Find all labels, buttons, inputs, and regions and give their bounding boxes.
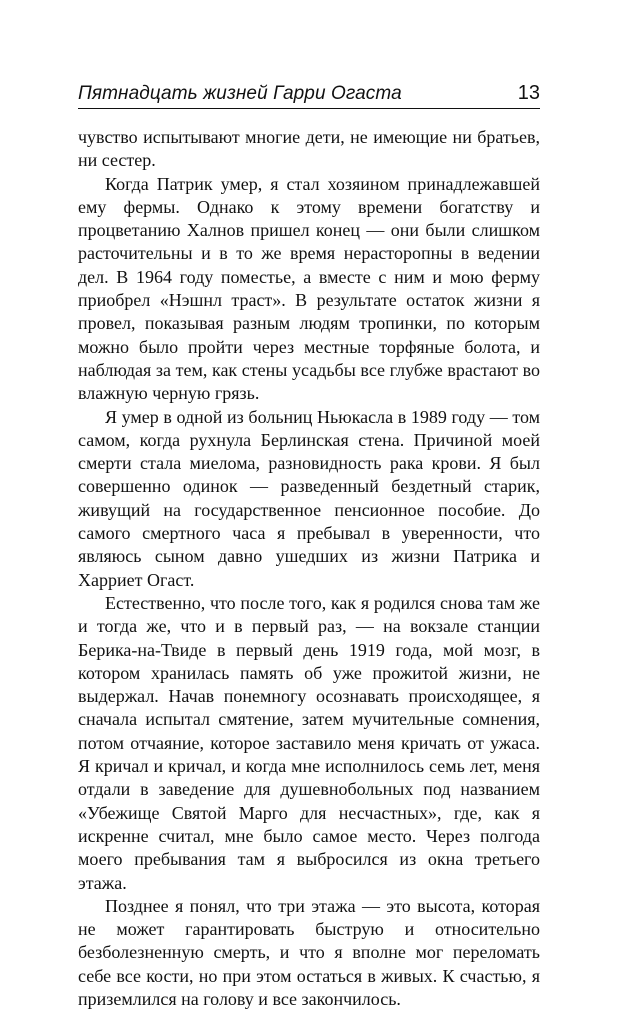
paragraph-4: Естественно, что после того, как я родился снова там же и тогда же, что и в первый раз, — на вокзале станции Берика-на-Твиде в первый день 1919 года, мой мозг, в котором хранилась память об уже прожитой жизни, не выдержал. Начав понемногу осознавать происходящее, я сначала испытал смятение, затем мучительные сомнения, потом отчаяние, которое заставило меня кричать от ужаса. Я кричал и кричал, и когда мне исполнилось семь лет, меня отдали в заведение для душевнобольных под названием «Убежище Святой Марго для несчастных», где, как я искренне считал, мне было самое место. Через полгода моего пребывания там я выбросился из окна третьего этажа.: [78, 592, 540, 893]
book-page: [78, 78, 540, 1011]
running-title: Пятнадцать жизней Гарри Огаста: [78, 83, 402, 104]
running-head: [78, 78, 540, 109]
page-number: 13: [517, 82, 540, 104]
paragraph-3: Я умер в одной из больниц Ньюкасла в 1989 году — том самом, когда рухнула Берлинская стена. Причиной моей смерти стала миелома, разновидность рака крови. Я был совершенно одинок — разведенный бездетный старик, живущий на государственное пенсионное пособие. До самого смертного часа я пребывал в уверенности, что являюсь сыном давно ушедших из жизни Патрика и Харриет Огаст.: [78, 406, 540, 590]
paragraph-1: чувство испытывают многие дети, не имеющие ни братьев, ни сестер.: [78, 127, 540, 171]
paragraph-2: Когда Патрик умер, я стал хозяином принадлежавшей ему фермы. Однако к этому времени богатству и процветанию Халнов пришел конец — они были слишком расточительны и в то же время нерасторопны в ведении дел. В 1964 году поместье, а вместе с ним и мою ферму приобрел «Нэшнл траст». В результате остаток жизни я провел, показывая разным людям тропинки, по которым можно было пройти через местные торфяные болота, и наблюдая за тем, как стены усадьбы все глубже врастают во влажную черную грязь.: [78, 173, 540, 404]
paragraph-5: Позднее я понял, что три этажа — это высота, которая не может гарантировать быструю и относительно безболезненную смерть, и что я вполне мог переломать себе все кости, но при этом остаться в живых. К счастью, я приземлился на голову и все закончилось.: [78, 895, 540, 1009]
body-text: [78, 126, 540, 1011]
